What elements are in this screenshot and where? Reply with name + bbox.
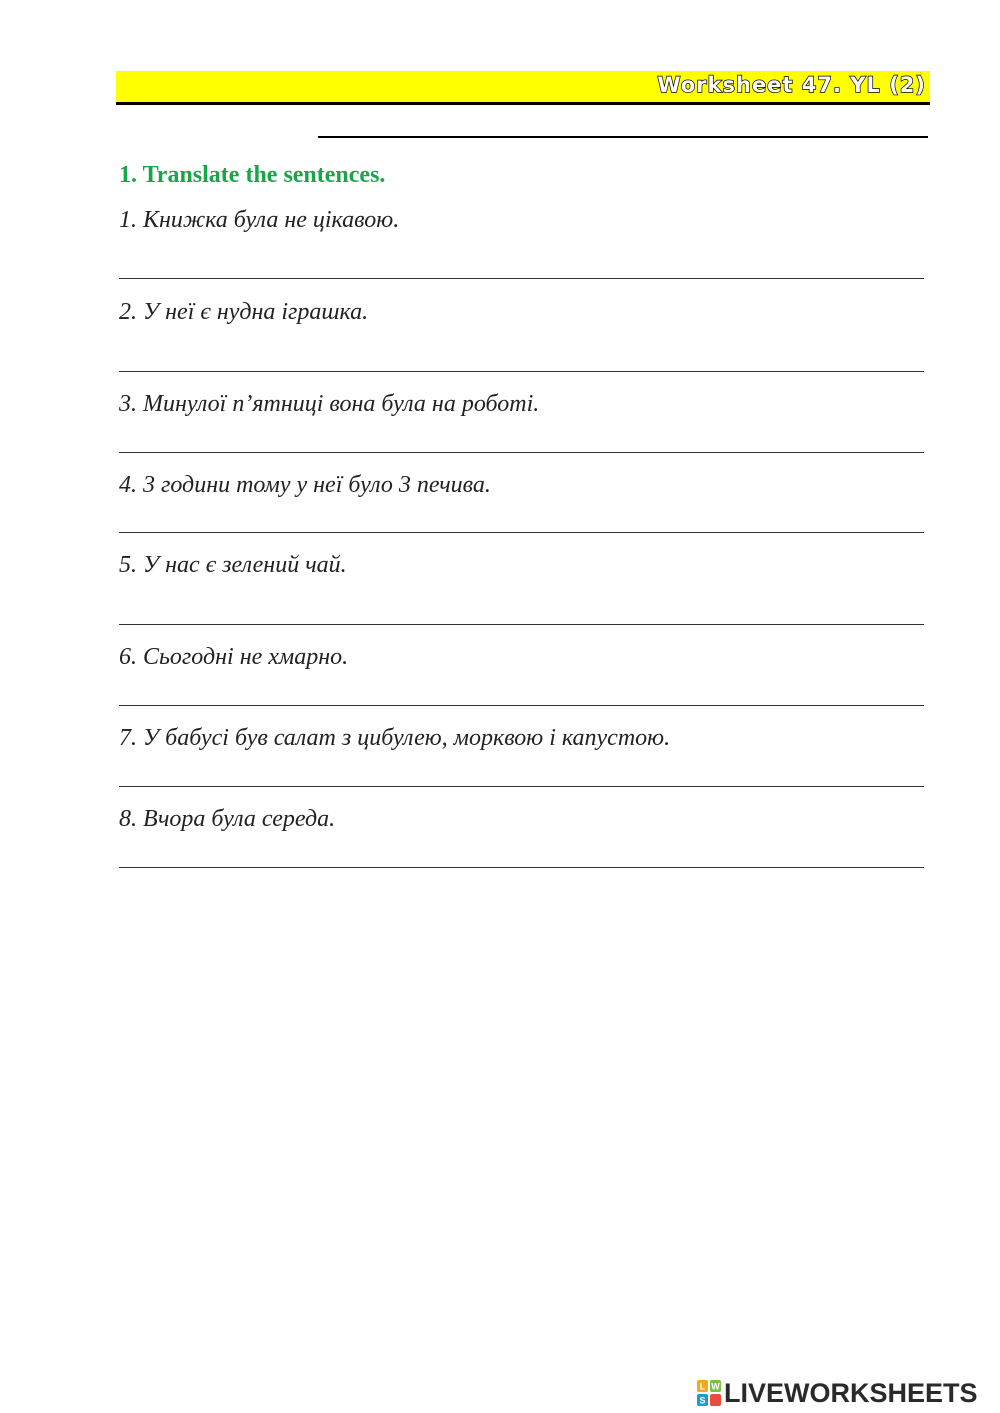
brand-name: LIVEWORKSHEETS <box>724 1378 978 1408</box>
answer-line-5[interactable] <box>119 624 924 625</box>
name-line <box>318 136 928 138</box>
sentence-1: 1. Книжка була не цікавою. <box>119 207 400 233</box>
sentence-8: 8. Вчора була середа. <box>119 806 336 832</box>
sentence-6: 6. Сьогодні не хмарно. <box>119 644 349 670</box>
answer-line-1[interactable] <box>119 278 924 279</box>
answer-line-6[interactable] <box>119 705 924 706</box>
answer-line-7[interactable] <box>119 786 924 787</box>
logo-letter-s: S <box>699 1395 706 1406</box>
sentence-5: 5. У нас є зелений чай. <box>119 552 347 578</box>
answer-line-4[interactable] <box>119 532 924 533</box>
logo-letter-l: L <box>699 1381 706 1392</box>
worksheet-title: Worksheet 47. YL (2) <box>657 73 926 97</box>
sentence-4: 4. 3 години тому у неї було 3 печива. <box>119 472 491 498</box>
answer-line-3[interactable] <box>119 452 924 453</box>
logo-letter-w: W <box>711 1381 720 1392</box>
sentence-3: 3. Минулої п’ятниці вона була на роботі. <box>119 391 540 417</box>
sentence-2: 2. У неї є нудна іграшка. <box>119 299 369 325</box>
liveworksheets-logo-icon <box>697 1380 721 1406</box>
answer-line-2[interactable] <box>119 371 924 372</box>
answer-line-8[interactable] <box>119 867 924 868</box>
liveworksheets-brand <box>697 1378 978 1408</box>
task-title: 1. Translate the sentences. <box>119 162 386 188</box>
header-band <box>116 71 930 105</box>
sentence-7: 7. У бабусі був салат з цибулею, морквою і капустою. <box>119 725 671 751</box>
